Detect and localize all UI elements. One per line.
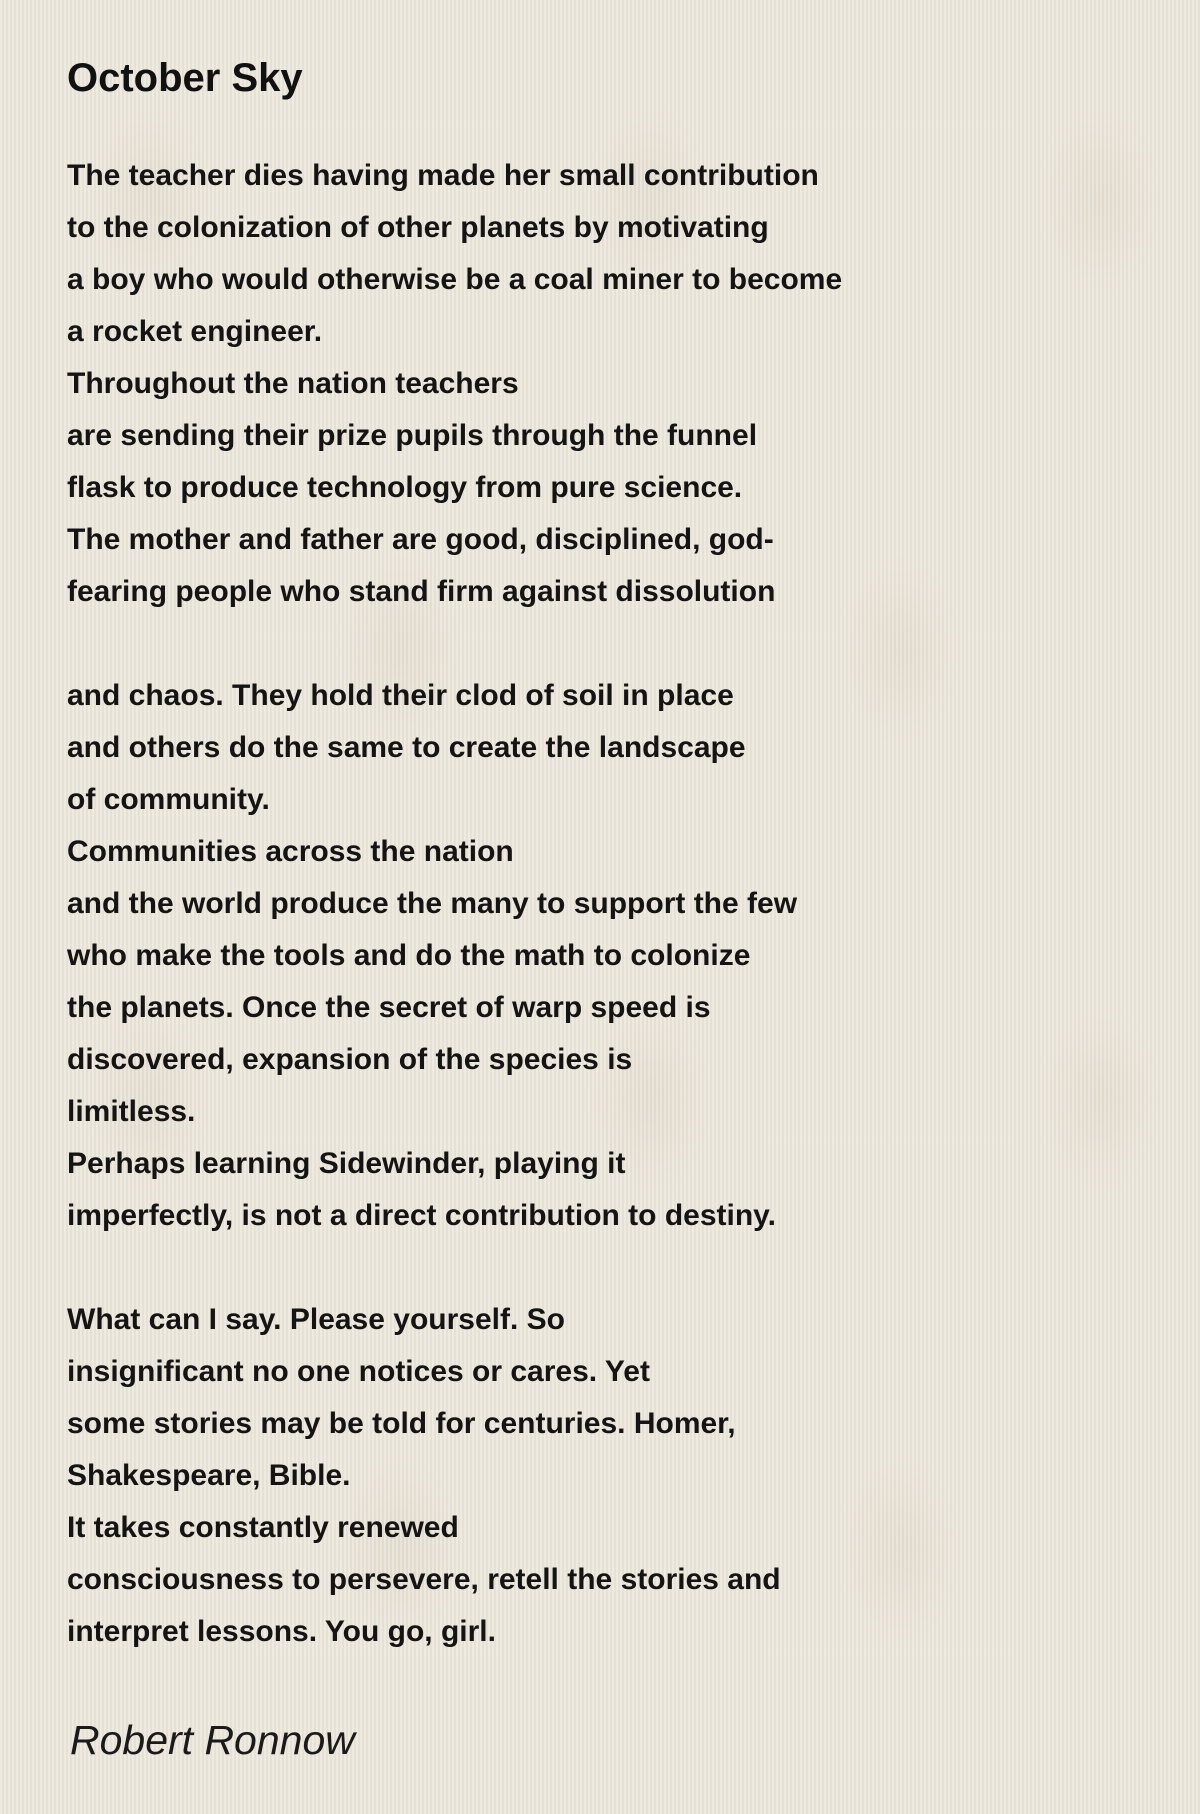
poem-line: The teacher dies having made her small contribution bbox=[67, 159, 819, 192]
poem-line: Perhaps learning Sidewinder, playing it bbox=[67, 1147, 626, 1180]
poem-line: Throughout the nation teachers bbox=[67, 367, 519, 400]
poem-line: interpret lessons. You go, girl. bbox=[67, 1615, 496, 1648]
poem-line: Shakespeare, Bible. bbox=[67, 1459, 351, 1492]
poem-line: The mother and father are good, disciplined, god- bbox=[67, 523, 774, 556]
poem-line: insignificant no one notices or cares. Yet bbox=[67, 1355, 650, 1388]
poem-line: who make the tools and do the math to colonize bbox=[67, 939, 751, 972]
poem-line: are sending their prize pupils through the funnel bbox=[67, 419, 758, 452]
poem-line: and chaos. They hold their clod of soil in place bbox=[67, 679, 734, 712]
poem-line: of community. bbox=[67, 783, 270, 816]
stanza-break bbox=[67, 618, 842, 670]
poem-line: consciousness to persevere, retell the stories and bbox=[67, 1563, 781, 1596]
poem-line: a rocket engineer. bbox=[67, 315, 323, 348]
poem-line: discovered, expansion of the species is bbox=[67, 1043, 633, 1076]
poem-author: Robert Ronnow bbox=[70, 1717, 355, 1763]
poem-line: imperfectly, is not a direct contribution to destiny. bbox=[67, 1199, 776, 1232]
poem-body bbox=[67, 150, 842, 1658]
poem-line: fearing people who stand firm against dissolution bbox=[67, 575, 776, 608]
poem-line: flask to produce technology from pure science. bbox=[67, 471, 743, 504]
poem-title: October Sky bbox=[67, 56, 303, 100]
poem-line: Communities across the nation bbox=[67, 835, 514, 868]
poem-line: limitless. bbox=[67, 1095, 196, 1128]
poem-line: What can I say. Please yourself. So bbox=[67, 1303, 565, 1336]
poem-line: some stories may be told for centuries. Homer, bbox=[67, 1407, 736, 1440]
stanza-break bbox=[67, 1242, 842, 1294]
poem-line: and others do the same to create the landscape bbox=[67, 731, 746, 764]
poem-line: the planets. Once the secret of warp speed is bbox=[67, 991, 711, 1024]
poem-line: and the world produce the many to support the few bbox=[67, 887, 798, 920]
poem-line: to the colonization of other planets by motivating bbox=[67, 211, 769, 244]
poem-line: It takes constantly renewed bbox=[67, 1511, 459, 1544]
poem-line: a boy who would otherwise be a coal miner to become bbox=[67, 263, 843, 296]
